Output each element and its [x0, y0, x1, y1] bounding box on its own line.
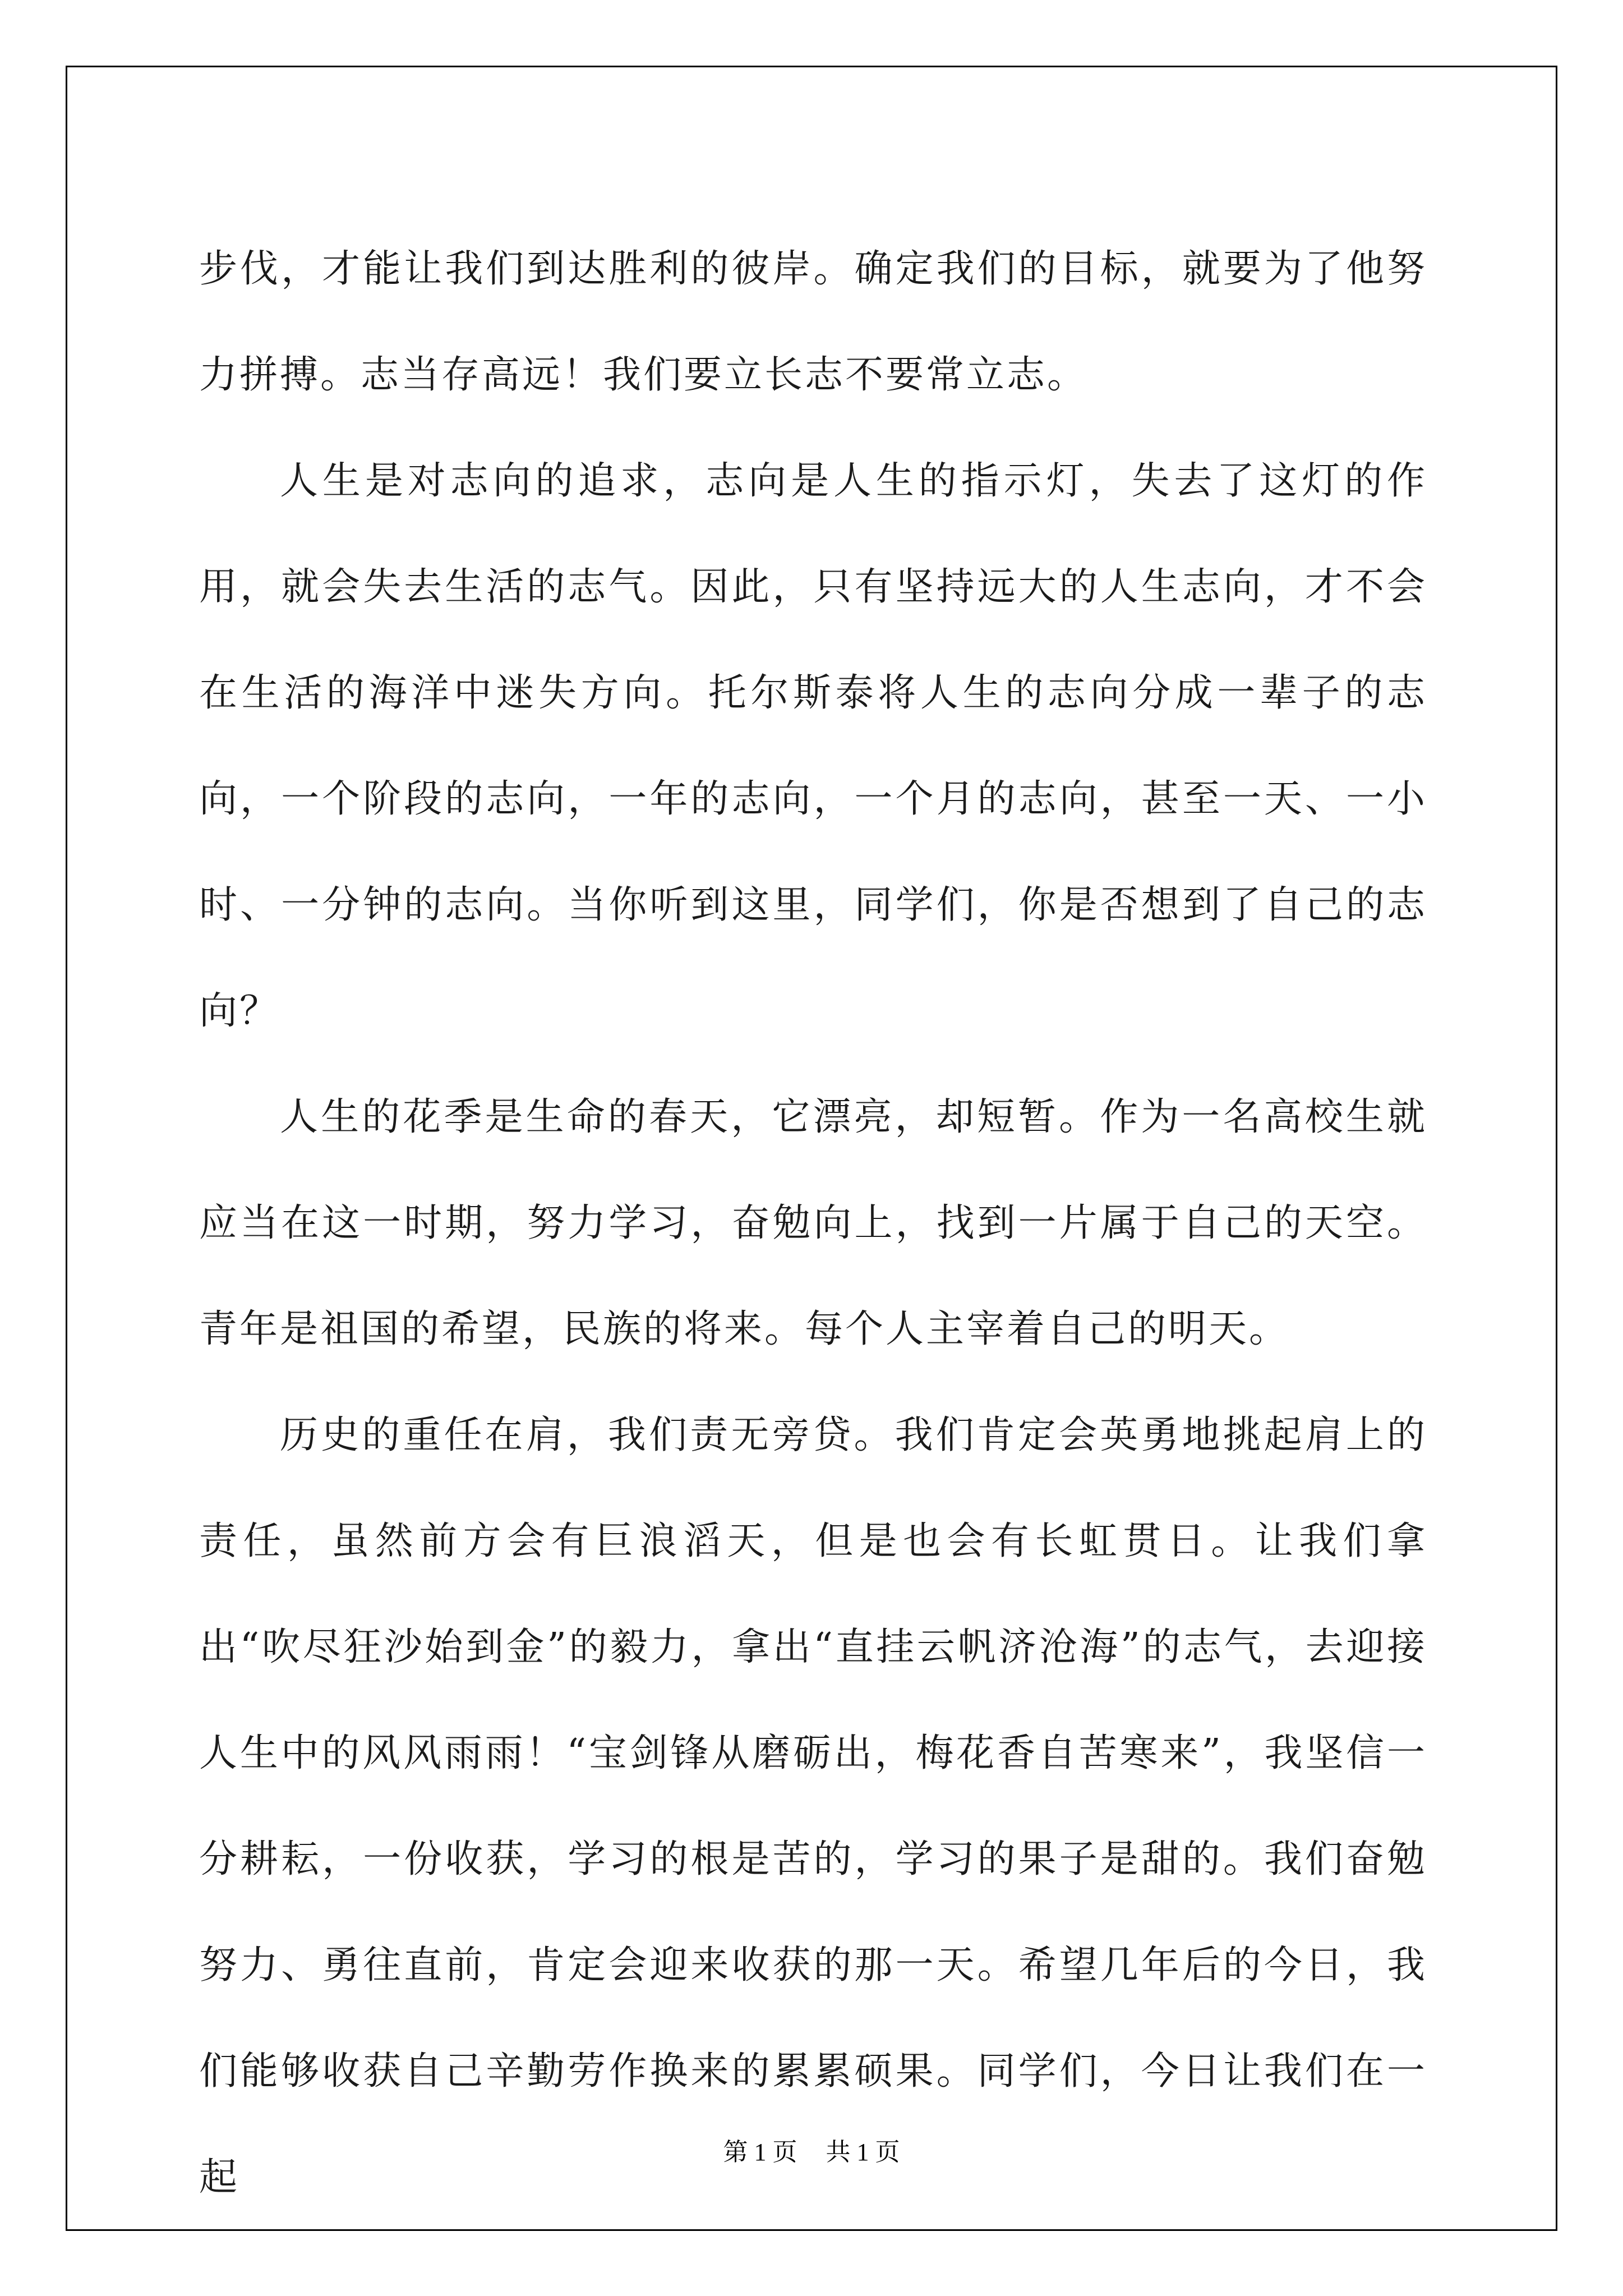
document-body — [199, 216, 1427, 2230]
paragraph-4: 历史的重任在肩，我们责无旁贷。我们肯定会英勇地挑起肩上的责任，虽然前方会有巨浪滔天，但是也会有长虹贯日。让我们拿出“吹尽狂沙始到金”的毅力，拿出“直挂云帆济沧海”的志气，去迎接人生中的风风雨雨！“宝剑锋从磨砺出，梅花香自苦寒来”，我坚信一分耕耘，一份收获，学习的根是苦的，学习的果子是甜的。我们奋勉努力、勇往直前，肯定会迎来收获的那一天。希望几年后的今日，我们能够收获自己辛勤劳作换来的累累硕果。同学们，今日让我们在一起 — [199, 1413, 1427, 2200]
paragraph-2: 人生是对志向的追求，志向是人生的指示灯，失去了这灯的作用，就会失去生活的志气。因此，只有坚持远大的人生志向，才不会在生活的海洋中迷失方向。托尔斯泰将人生的志向分成一辈子的志向，一个阶段的志向，一年的志向，一个月的志向，甚至一天、一小时、一分钟的志向。当你听到这里，同学们，你是否想到了自己的志向？ — [199, 459, 1427, 1033]
page-total: 共 1 页 — [826, 2138, 900, 2166]
paragraph-1: 步伐，才能让我们到达胜利的彼岸。确定我们的目标，就要为了他努力拼搏。志当存高远！我们要立长志不要常立志。 — [199, 247, 1427, 397]
page-footer — [0, 2132, 1623, 2168]
paragraph-3: 人生的花季是生命的春天，它漂亮，却短暂。作为一名高校生就应当在这一时期，努力学习，奋勉向上，找到一片属于自己的天空。青年是祖国的希望，民族的将来。每个人主宰着自己的明天。 — [199, 1095, 1427, 1351]
page-number: 第 1 页 — [723, 2138, 797, 2166]
